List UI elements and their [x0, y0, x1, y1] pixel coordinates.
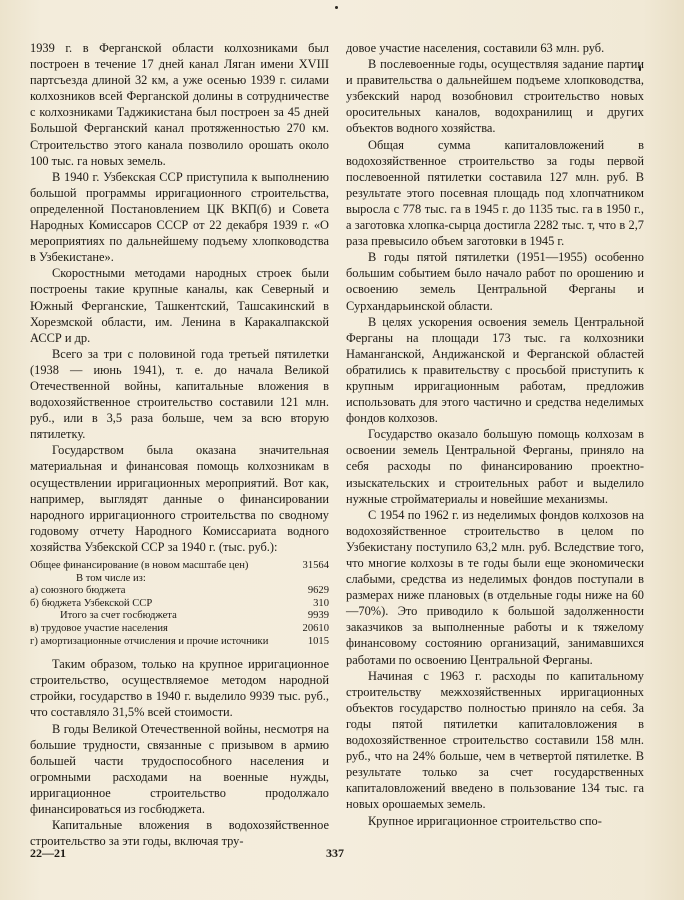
finance-value: 9629 [307, 585, 329, 597]
paragraph: Начиная с 1963 г. расходы по капитальному строительству межхозяйственных ирригационных объектов государство полностью приняло на себя. За годы пятой пятилетки капиталовложения в водохозяйственное строительство составили 158 млн. руб., что на 24% больше, чем в четвертой пятилетке. В результате только за счет государственных капиталовложений введено в пользование 134 тыс. га новых орошаемых земель. [346, 668, 644, 812]
finance-row-a [30, 585, 329, 598]
finance-row-v [30, 623, 329, 636]
finance-row-b [30, 598, 329, 611]
paragraph: Государством была оказана значительная материальная и финансовая помощь колхозникам в осуществлении ирригационных мероприятий. Вот как, например, выглядят данные о финансировании народного ирригационного строительства по сводному годовому отчету Народного Комиссариата водного хозяйства Узбекской ССР за 1940 г. (тыс. руб.): [30, 443, 329, 554]
paragraph: довое участие населения, составили 63 млн. руб. [346, 41, 605, 55]
finance-label: Итого за счет госбюджета [60, 610, 177, 622]
finance-label: Общее финансирование (в новом масштабе цен) [30, 560, 249, 571]
paragraph: Таким образом, только на крупное ирригационное строительство, осуществляемое методом народной стройки, государство в 1940 г. выделило 9939 тыс. руб., что составляло 31,5% всей стоимости. [30, 657, 329, 720]
paragraph: Капитальные вложения в водохозяйственное строительство за эти годы, включая тру- [30, 818, 329, 849]
paragraph: Скоростными методами народных строек были построены такие крупные каналы, как Северный и Южный Ферганские, Ташкентский, Ташсакинский в Хорезмской области, им. Ленина в Каракалпакской АССР и др. [30, 266, 329, 345]
paragraph: В 1940 г. Узбекская ССР приступила к выполнению большой программы ирригационного строительства, определенной Постановлением ЦК ВКП(б) и Совета Народных Комиссаров СССР от 22 декабря 1939 г. «О мероприятиях по дальнейшему подъему хлопководства в Узбекистане». [30, 169, 329, 265]
finance-label: г) амортизационные отчисления и прочие источники [30, 635, 269, 647]
paragraph: Крупное ирригационное строительство спо- [368, 813, 602, 828]
finance-row-including [30, 573, 329, 586]
finance-value: 20610 [302, 622, 329, 634]
paragraph: С 1954 по 1962 г. из неделимых фондов колхозов на водохозяйственное строительство в целом по Узбекистану поступило 63,2 млн. руб. Вследствие того, что многие колхозы в те годы были еще экономически слабыми, средства из неделимых фондов поступали в размерах ниже плановых (в отдельные годы ниже на 60—70%). Это приводило к большой задолженности заказчиков за выполненные работы и к тяжелому финансовому состоянию организаций, занимавшихся работами по освоению Центральной Ферганы. [346, 507, 644, 667]
finance-label: В том числе из: [76, 572, 146, 584]
finance-table [30, 560, 329, 648]
paragraph: Всего за три с половиной года третьей пятилетки (1938 — июнь 1941), т. е. до начала Великой Отечественной войны, капитальные вложения в водохозяйственное строительство составили 121 млн. руб., или в 3,5 раза больше, чем за всю вторую пятилетку. [30, 346, 329, 442]
paragraph: В послевоенные годы, осуществляя задание партии и правительства о дальнейшем подъеме хлопководства, узбекский народ возобновил строительство новых оросительных каналов, водохранилищ и других объектов водного хозяйства. [346, 57, 644, 136]
finance-value: 310 [313, 597, 329, 609]
paragraph: 1939 г. в Ферганской области колхозниками был построен в течение 17 дней канал Ляган имени XVIII партсъезда длиной 32 км, а уже осенью 1939 г. силами колхозников всей Ферганской долины в сотрудничестве с колхозниками Таджикистана был построен за 45 дней Большой Ферганский канал протяженностью 270 км. Строительство этого канала позволило орошать около 100 тыс. га новых земель. [30, 41, 329, 168]
printer-signature: 22—21 [30, 846, 66, 860]
paragraph: Государство оказало большую помощь колхозам в освоении земель Центральной Ферганы, приняло на себя расходы по финансированию проектно-изыскательских и строительных работ и выделило нужные стройматериалы и новейшие механизмы. [346, 427, 644, 506]
finance-row-subtotal [30, 610, 329, 623]
page-number: 337 [326, 846, 344, 860]
finance-label: а) союзного бюджета [30, 585, 126, 597]
print-speck [335, 6, 338, 9]
paragraph: В годы Великой Отечественной войны, несмотря на большие трудности, связанные с призывом в армию большей части трудоспособного населения и огромными расходами на военные нужды, ирригационное строительство продолжало финансироваться из госбюджета. [30, 721, 329, 816]
finance-label: в) трудовое участие населения [30, 622, 168, 634]
paragraph: Общая сумма капиталовложений в водохозяйственное строительство за годы первой послевоенной пятилетки составила 127 млн. руб. В результате этого посевная площадь под хлопчатником выросла с 778 тыс. га в 1945 г. до 1135 тыс. га в 1950 г., а заготовка хлопка-сырца достигла 2282 тыс. т, что в 2,7 раза превысило объем заготовки в 1945 г. [346, 137, 644, 249]
right-column [346, 40, 644, 829]
paragraph: В годы пятой пятилетки (1951—1955) особенно большим событием было начало работ по орошению и освоению земель Центральной Ферганы и Сурхандарьинской области. [346, 250, 644, 313]
finance-value: 9939 [307, 610, 329, 622]
finance-value: 1015 [307, 635, 329, 647]
finance-value: 31564 [302, 560, 329, 571]
finance-label: б) бюджета Узбекской ССР [30, 597, 153, 609]
left-column [30, 40, 329, 849]
finance-row-total [30, 560, 329, 573]
paragraph: В целях ускорения освоения земель Центральной Ферганы на площади 173 тыс. га колхозники Наманганской, Андижанской и Ферганской областей обратились к правительству с просьбой приступить к крупным ирригационным работам, предложив использовать для этого частично и средства неделимых фондов колхозов. [346, 314, 644, 426]
finance-row-g [30, 636, 329, 649]
